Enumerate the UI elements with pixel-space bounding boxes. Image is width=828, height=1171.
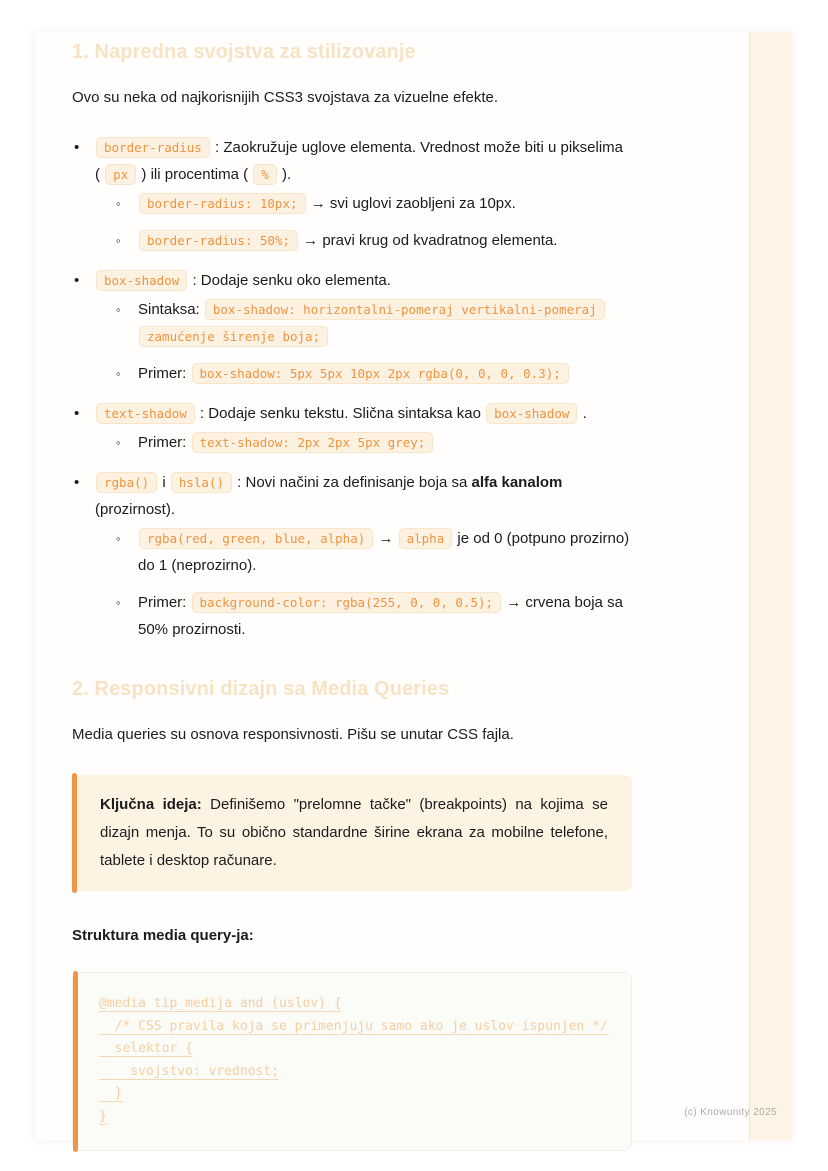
text-run: : Novi načini za definisanje boja sa bbox=[237, 474, 468, 491]
text-run: Primer: bbox=[138, 434, 187, 451]
inline-code-chip: alpha bbox=[399, 528, 453, 549]
sub-list bbox=[115, 190, 632, 254]
text-run: Primer: bbox=[138, 365, 187, 382]
callout-accent-bar bbox=[72, 773, 77, 893]
inline-code-chip: box-shadow: horizontalni-pomeraj vertikalni-pomeraj zamućenje širenje boja; bbox=[139, 299, 605, 347]
footer-credit: (c) Knowunity 2025 bbox=[684, 1107, 777, 1118]
inline-code-chip: text-shadow bbox=[96, 403, 195, 424]
circle-marker: ◦ bbox=[116, 366, 121, 381]
sub-list-item bbox=[115, 589, 632, 643]
sub-list bbox=[115, 296, 632, 387]
code-line: selektor { bbox=[99, 1041, 193, 1056]
bullet-marker: • bbox=[74, 405, 80, 422]
inline-code-chip: box-shadow bbox=[96, 270, 187, 291]
media-query-code-block bbox=[72, 972, 632, 1151]
text-run: Sintaksa: bbox=[138, 301, 200, 318]
code-line: } bbox=[99, 1108, 107, 1124]
code-line: @media tip_medija and (uslov) { bbox=[99, 996, 342, 1011]
inline-code-chip: background-color: rgba(255, 0, 0, 0.5); bbox=[192, 592, 502, 613]
bold-text: alfa kanalom bbox=[471, 474, 563, 491]
sub-list bbox=[115, 429, 632, 456]
list-item bbox=[72, 134, 632, 254]
text-run: → bbox=[378, 530, 394, 547]
text-run: Primer: bbox=[138, 594, 187, 611]
text-run: : Dodaje senku oko elementa. bbox=[192, 272, 391, 289]
sub-list-item bbox=[115, 296, 632, 350]
callout-body: Definišemo "prelomne tačke" (breakpoints) na kojima se dizajn menja. To su obično standardne širine ekrana za mobilne telefone, tablete i desktop računare. bbox=[100, 796, 608, 869]
code-accent-bar bbox=[73, 971, 78, 1152]
key-idea-callout bbox=[72, 775, 632, 891]
text-run: ). bbox=[281, 166, 292, 183]
bullet-marker: • bbox=[74, 474, 80, 491]
text-run: (prozirnost). bbox=[95, 501, 176, 518]
text-run: . bbox=[582, 405, 587, 422]
text-run: i bbox=[162, 474, 166, 491]
text-run: : Dodaje senku tekstu. Slična sintaksa kao bbox=[199, 405, 481, 422]
section-2-intro: Media queries su osnova responsivnosti. Pišu se unutar CSS fajla. bbox=[72, 726, 514, 743]
circle-marker: ◦ bbox=[116, 595, 121, 610]
sub-list-item bbox=[115, 190, 632, 217]
sub-list-item bbox=[115, 227, 632, 254]
code-line: /* CSS pravila koja se primenjuju samo ako je uslov ispunjen */ bbox=[99, 1018, 608, 1034]
sub-list bbox=[115, 525, 632, 643]
inline-code-chip: border-radius bbox=[96, 137, 210, 158]
list-item bbox=[72, 400, 632, 456]
structure-label: Struktura media query-ja: bbox=[72, 927, 254, 944]
text-run: → crvena boja sa 50% prozirnosti. bbox=[138, 594, 623, 638]
callout-lead: Ključna ideja: bbox=[100, 796, 202, 813]
circle-marker: ◦ bbox=[116, 233, 121, 248]
circle-marker: ◦ bbox=[116, 531, 121, 546]
bullet-marker: • bbox=[74, 272, 80, 289]
inline-code-chip: box-shadow: 5px 5px 10px 2px rgba(0, 0, 0, 0.3); bbox=[192, 363, 569, 384]
code-lines-container bbox=[99, 993, 615, 1128]
section-1-heading: 1. Napredna svojstva za stilizovanje bbox=[72, 41, 416, 63]
css-properties-list bbox=[72, 134, 632, 643]
page-content bbox=[35, 32, 792, 1171]
inline-code-chip: rgba(red, green, blue, alpha) bbox=[139, 528, 373, 549]
code-line: svojstvo: vrednost; bbox=[99, 1063, 280, 1079]
inline-code-chip: text-shadow: 2px 2px 5px grey; bbox=[192, 432, 434, 453]
circle-marker: ◦ bbox=[116, 302, 121, 317]
callout-text bbox=[100, 791, 608, 875]
sub-list-item bbox=[115, 525, 632, 579]
text-run: ) ili procentima ( bbox=[141, 166, 249, 183]
bullet-marker: • bbox=[74, 139, 80, 156]
section-1-intro: Ovo su neka od najkorisnijih CSS3 svojstava za vizuelne efekte. bbox=[72, 89, 499, 106]
circle-marker: ◦ bbox=[116, 196, 121, 211]
text-run: je od 0 (potpuno prozirno) do 1 (neprozirno). bbox=[138, 530, 630, 574]
text-run: → pravi krug od kvadratnog elementa. bbox=[303, 232, 558, 249]
code-line: } bbox=[99, 1086, 123, 1101]
inline-code-chip: box-shadow bbox=[486, 403, 577, 424]
inline-code-chip: hsla() bbox=[171, 472, 232, 493]
sub-list-item bbox=[115, 429, 632, 456]
inline-code-chip: rgba() bbox=[96, 472, 157, 493]
text-run: : Zaokružuje uglove elementa. Vrednost može biti u pikselima ( bbox=[95, 139, 623, 183]
text-run: → svi uglovi zaobljeni za 10px. bbox=[310, 195, 516, 212]
inline-code-chip: border-radius: 50%; bbox=[139, 230, 298, 251]
page-card bbox=[35, 32, 792, 1140]
inline-code-chip: px bbox=[105, 164, 136, 185]
circle-marker: ◦ bbox=[116, 435, 121, 450]
inline-code-chip: border-radius: 10px; bbox=[139, 193, 306, 214]
sub-list-item bbox=[115, 360, 632, 387]
list-item bbox=[72, 267, 632, 387]
inline-code-chip: % bbox=[253, 164, 277, 185]
section-2-heading: 2. Responsivni dizajn sa Media Queries bbox=[72, 678, 450, 700]
list-item bbox=[72, 469, 632, 643]
